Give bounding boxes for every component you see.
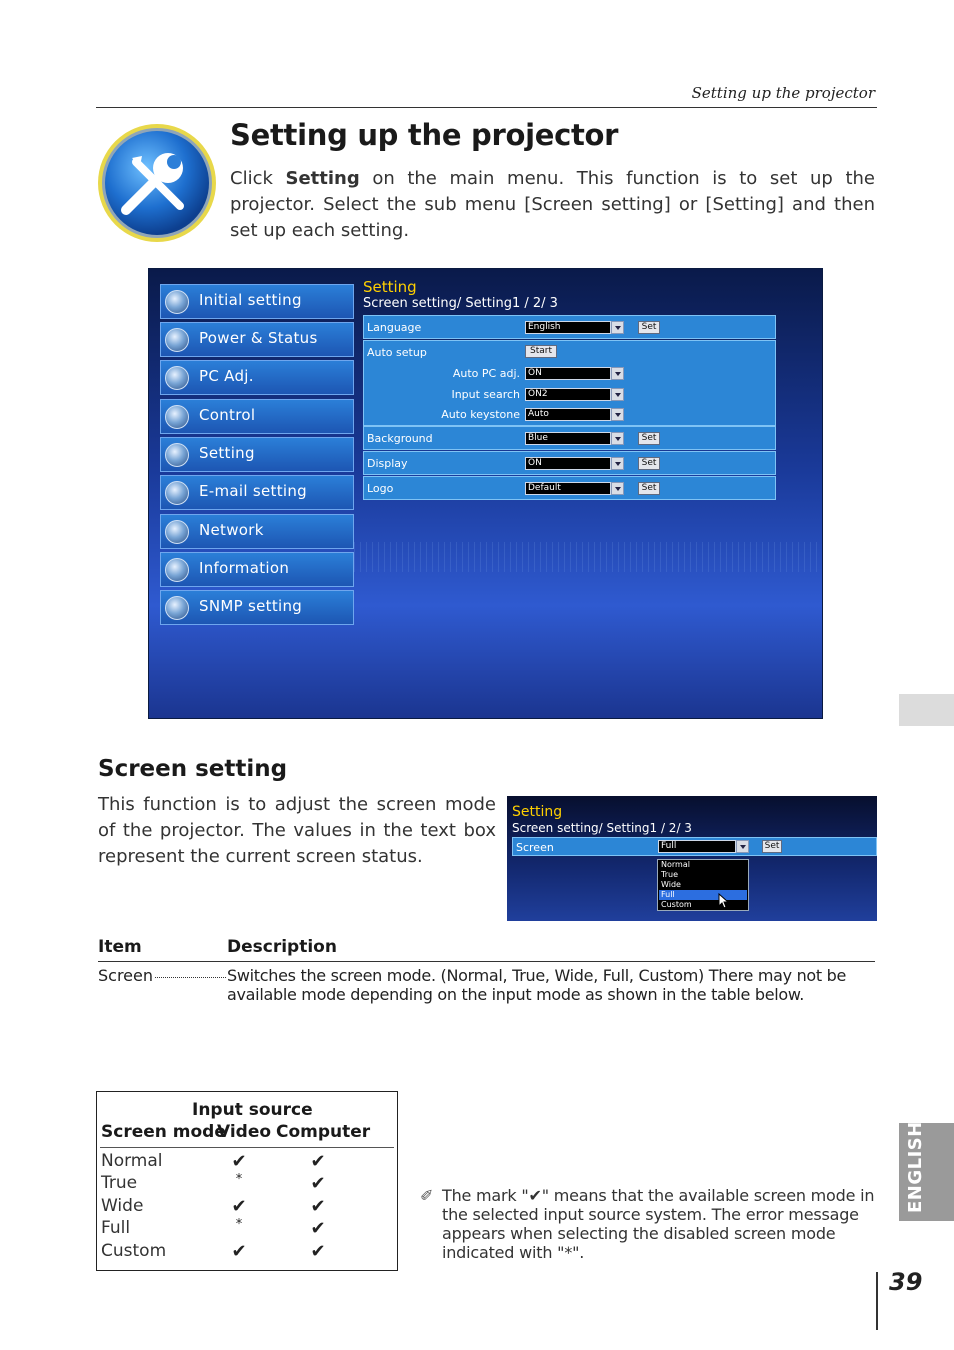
mode-name: Custom xyxy=(101,1241,167,1261)
intro-paragraph: Click Setting on the main menu. This function is to set up the projector. Select the sub menu [Screen setting] or [Setting] and then set up each setting. xyxy=(230,168,875,241)
row-language: Language English Set xyxy=(363,315,776,339)
info-icon xyxy=(165,558,189,582)
language-tab-label: ENGLISH xyxy=(905,1121,926,1213)
auto-keystone-select[interactable]: Auto xyxy=(525,408,611,421)
header-screen-mode: Screen mode xyxy=(101,1122,226,1142)
page-number: 39 xyxy=(889,1268,923,1296)
computer-mark: ✔ xyxy=(310,1173,326,1194)
gear-icon xyxy=(165,290,189,314)
dropdown-option[interactable]: Custom xyxy=(661,900,692,909)
mode-name: Full xyxy=(101,1218,131,1238)
table-rule xyxy=(100,1147,394,1148)
row-logo: Logo Default Set xyxy=(363,476,776,500)
chevron-down-icon[interactable] xyxy=(611,432,624,445)
computer-mark: ✔ xyxy=(310,1218,326,1239)
chevron-down-icon[interactable] xyxy=(611,482,624,495)
column-header-description: Description xyxy=(227,937,337,957)
background-select[interactable]: Blue xyxy=(525,432,611,445)
input-search-select[interactable]: ON2 xyxy=(525,388,611,401)
logo-set-button[interactable]: Set xyxy=(638,482,660,495)
item-name: Screen xyxy=(98,966,154,985)
video-mark: ✔ xyxy=(231,1151,247,1172)
display-set-button[interactable]: Set xyxy=(638,457,660,470)
header-rule xyxy=(96,107,877,108)
panel-breadcrumb: Screen setting/ Setting1 / 2/ 3 xyxy=(363,296,558,311)
menu-item-power-status[interactable]: Power & Status xyxy=(160,322,354,357)
menu-item-email-setting[interactable]: E-mail setting xyxy=(160,475,354,510)
auto-setup-start-button[interactable]: Start xyxy=(525,345,557,358)
dropdown-option[interactable]: True xyxy=(661,870,678,879)
menu-item-setting[interactable]: Setting xyxy=(160,437,354,472)
row-screen: Screen Full Set xyxy=(512,837,877,856)
running-head: Setting up the projector xyxy=(691,84,875,102)
logo-select[interactable]: Default xyxy=(525,482,611,495)
section-heading: Screen setting xyxy=(98,756,288,782)
screen-mode-dropdown xyxy=(657,859,749,911)
video-mark: ✔ xyxy=(231,1196,247,1217)
row-background: Background Blue Set xyxy=(363,426,776,450)
mouse-cursor-icon xyxy=(718,893,730,909)
pencil-icon: ✐ xyxy=(420,1186,434,1205)
mode-name: Normal xyxy=(101,1151,163,1171)
display-select[interactable]: ON xyxy=(525,457,611,470)
dropdown-option-selected[interactable]: Full xyxy=(659,890,747,900)
dropdown-option[interactable]: Normal xyxy=(661,860,690,869)
envelope-icon xyxy=(165,481,189,505)
video-mark: * xyxy=(235,1217,243,1232)
background-set-button[interactable]: Set xyxy=(638,432,660,445)
computer-mark: ✔ xyxy=(310,1151,326,1172)
language-set-button[interactable]: Set xyxy=(638,321,660,334)
menu-item-information[interactable]: Information xyxy=(160,552,354,587)
header-video: Video xyxy=(217,1122,272,1142)
screen-set-button[interactable]: Set xyxy=(762,840,782,853)
decorative-ticks xyxy=(354,542,822,572)
power-icon xyxy=(165,328,189,352)
chevron-down-icon[interactable] xyxy=(611,408,624,421)
item-description: Switches the screen mode. (Normal, True, Wide, Full, Custom) There may not be available mode depending on the input mode as shown in the table below. xyxy=(227,966,847,1004)
menu-item-snmp-setting[interactable]: SNMP setting xyxy=(160,590,354,625)
video-mark: * xyxy=(235,1172,243,1187)
note-text: The mark "✔" means that the available screen mode in the selected input source system. The error message appears when selecting the disabled screen mode indicated with "*". xyxy=(442,1186,875,1262)
row-display: Display ON Set xyxy=(363,451,776,475)
page-number-rule xyxy=(876,1272,878,1330)
chevron-down-icon[interactable] xyxy=(736,840,749,853)
panel-breadcrumb: Screen setting/ Setting1 / 2/ 3 xyxy=(512,821,692,835)
header-computer: Computer xyxy=(276,1122,371,1142)
monitor-icon xyxy=(165,366,189,390)
screen-select[interactable]: Full xyxy=(658,840,736,853)
menu-item-pc-adj[interactable]: PC Adj. xyxy=(160,360,354,395)
menu-item-network[interactable]: Network xyxy=(160,514,354,549)
chevron-down-icon[interactable] xyxy=(611,321,624,334)
column-header-item: Item xyxy=(98,937,142,957)
page-title: Setting up the projector xyxy=(230,118,619,152)
table-rule xyxy=(98,961,875,962)
chevron-down-icon[interactable] xyxy=(611,367,624,380)
panel-title: Setting xyxy=(512,804,563,820)
network-icon xyxy=(165,520,189,544)
menu-item-initial-setting[interactable]: Initial setting xyxy=(160,284,354,319)
screen-setting-screenshot xyxy=(507,796,877,921)
wrench-icon xyxy=(165,443,189,467)
section-text: This function is to adjust the screen mode of the projector. The values in the text box represent the current screen status. xyxy=(98,794,496,867)
auto-pc-adj-select[interactable]: ON xyxy=(525,367,611,380)
computer-mark: ✔ xyxy=(310,1241,326,1262)
chevron-down-icon[interactable] xyxy=(611,457,624,470)
video-mark: ✔ xyxy=(231,1241,247,1262)
row-auto-setup: Auto setup Start Auto PC adj. ON Input search ON2 Auto keystone Auto xyxy=(363,340,776,426)
wrench-screwdriver-icon xyxy=(96,122,218,244)
leader-dots xyxy=(155,977,226,978)
chevron-down-icon[interactable] xyxy=(611,388,624,401)
settings-screenshot xyxy=(148,268,823,719)
dropdown-option[interactable]: Wide xyxy=(661,880,681,889)
computer-mark: ✔ xyxy=(310,1196,326,1217)
header-input-source: Input source xyxy=(192,1100,313,1120)
snmp-icon xyxy=(165,596,189,620)
menu-item-control[interactable]: Control xyxy=(160,399,354,434)
panel-title: Setting xyxy=(363,278,417,296)
mode-name: True xyxy=(101,1173,138,1193)
control-icon xyxy=(165,405,189,429)
language-select[interactable]: English xyxy=(525,321,611,334)
mode-name: Wide xyxy=(101,1196,144,1216)
side-tab xyxy=(899,694,954,726)
